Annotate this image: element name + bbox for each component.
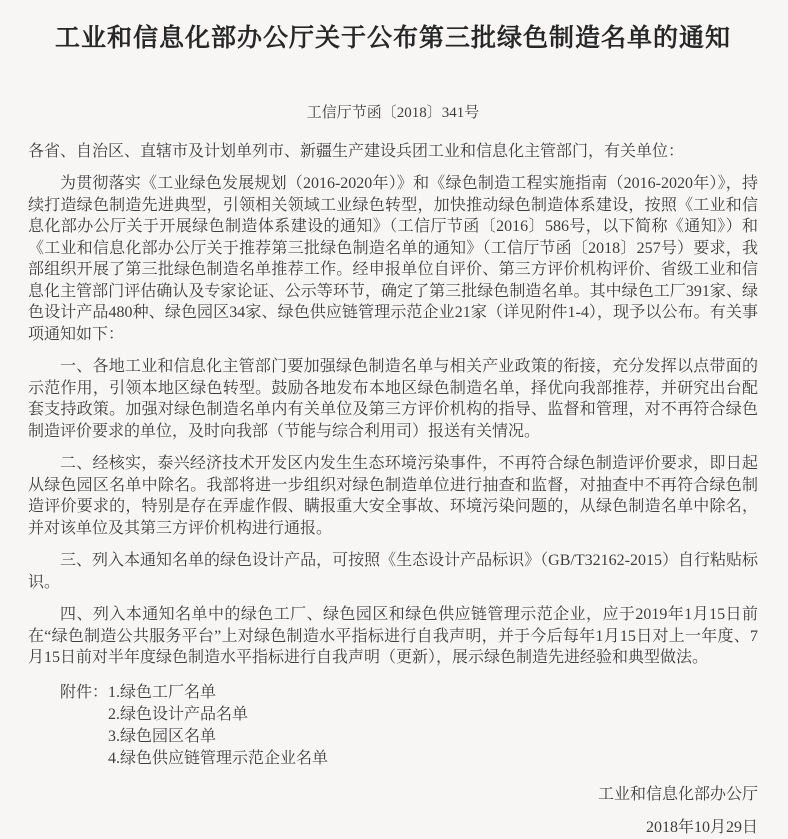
issue-date: 2018年10月29日 <box>645 819 758 836</box>
attachments-list <box>108 682 328 770</box>
paragraph-item-4: 四、列入本通知名单中的绿色工厂、绿色园区和绿色供应链管理示范企业，应于2019年1月15日前在“绿色制造公共服务平台”上对绿色制造水平指标进行自我声明，并于今后每年1月15日对上一年度、7月15日前对半年度绿色制造水平指标进行自我声明（更新），展示绿色制造先进经验和典型做法。 <box>28 606 758 666</box>
paragraph-item-3: 三、列入本通知名单的绿色设计产品，可按照《生态设计产品标识》（GB/T32162-2015）自行粘贴标识。 <box>28 552 758 591</box>
paragraph-intro: 为贯彻落实《工业绿色发展规划（2016-2020年）》和《绿色制造工程实施指南（2016-2020年）》，持续打造绿色制造先进典型，引领相关领域工业绿色转型，加快推动绿色制造体系建设，按照《工业和信息化部办公厅关于开展绿色制造体系建设的通知》（工信厅节函〔2016〕586号，以下简称《通知》）和《工业和信息化部办公厅关于推荐第三批绿色制造名单的通知》（工信厅节函〔2018〕257号）要求，我部组织开展了第三批绿色制造名单推荐工作。经申报单位自评价、第三方评价机构评价、省级工业和信息化主管部门评估确认及专家论证、公示等环节，确定了第三批绿色制造名单。其中绿色工厂391家、绿色设计产品480种、绿色园区34家、绿色供应链管理示范企业21家（详见附件1-4），现予以公布。有关事项通知如下： <box>28 175 758 343</box>
attachment-item-2: 2.绿色设计产品名单 <box>108 705 249 723</box>
document-number: 工信厅节函〔2018〕341号 <box>306 105 480 121</box>
attachment-item-4: 4.绿色供应链管理示范企业名单 <box>108 749 329 767</box>
salutation-line: 各省、自治区、直辖市及计划单列市、新疆生产建设兵团工业和信息化主管部门，有关单位： <box>28 142 685 160</box>
attachments-label: 附件： <box>60 683 109 701</box>
document-title: 工业和信息化部办公厅关于公布第三批绿色制造名单的通知 <box>54 24 731 52</box>
paragraph-item-1: 一、各地工业和信息化主管部门要加强绿色制造名单与相关产业政策的衔接，充分发挥以点带面的示范作用，引领本地区绿色转型。鼓励各地发布本地区绿色制造名单，择优向我部推荐，并研究出台配套支持政策。加强对绿色制造名单内有关单位及第三方评价机构的指导、监督和管理，对不再符合绿色制造评价要求的单位，及时向我部（节能与综合利用司）报送有关情况。 <box>28 358 758 440</box>
attachments-block <box>28 682 758 770</box>
attachment-item-3: 3.绿色园区名单 <box>108 727 217 745</box>
paragraph-item-2: 二、经核实，泰兴经济技术开发区内发生生态环境污染事件，不再符合绿色制造评价要求，即日起从绿色园区名单中除名。我部将进一步组织对绿色制造单位进行抽查和监督，对抽查中不再符合绿色制造评价要求的，特别是存在弄虚作假、瞒报重大安全事故、环境污染问题的，从绿色制造名单中除名，并对该单位及其第三方评价机构进行通报。 <box>28 455 758 537</box>
issuing-office-signature: 工业和信息化部办公厅 <box>597 785 758 803</box>
attachment-item-1: 1.绿色工厂名单 <box>108 683 217 701</box>
